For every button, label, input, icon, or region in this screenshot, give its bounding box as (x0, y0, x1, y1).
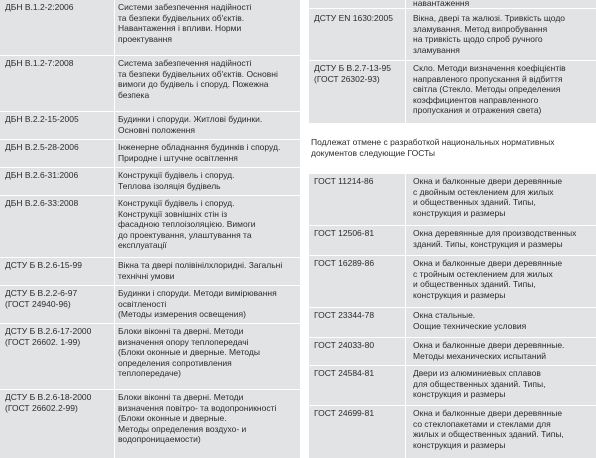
right-standards-table-top (309, 0, 596, 123)
standard-description: Будинки і споруди. Методи вимірювання освітленості (Методы измерения освещения) (118, 288, 277, 320)
table-row (0, 140, 300, 168)
standard-description: навантаження (413, 0, 470, 8)
table-row (0, 258, 300, 286)
table-row (309, 226, 596, 256)
table-row (0, 286, 300, 324)
table-row (0, 112, 300, 140)
standard-code: ДСТУ Б В.2.7-13-95 (ГОСТ 26302-93) (314, 63, 391, 84)
table-row (309, 406, 596, 458)
standard-code: ДБН В.1.2-2:2006 (5, 2, 74, 12)
standard-description: Окна стальные. Оощие технические условия (413, 310, 527, 331)
table-row (309, 308, 596, 338)
standard-code: ДБН В.2.6-31:2006 (5, 170, 79, 180)
standard-description: Окна и балконные двери деревянные с двойным остеклением для жилых и общественных зданий. Типы, конструкция и размеры (413, 176, 563, 218)
table-row (0, 0, 300, 56)
standard-description: Система забезпечення надійності та безпеки будівельних об'єктів. Основні вимоги до будівель і споруд. Пожежна безпека (118, 58, 278, 100)
table-row (0, 324, 300, 390)
table-row (309, 338, 596, 366)
standard-code: ДСТУ Б В.2.6-17-2000 (ГОСТ 26602. 1-99) (5, 326, 92, 347)
standard-description: Двери из алюминиевых сплавов для общественных зданий. Типы, конструкция и размеры (413, 368, 546, 400)
standard-code: ГОСТ 24584-81 (314, 368, 375, 378)
standard-code: ГОСТ 24033-80 (314, 340, 375, 350)
standard-code: ДБН В.2.5-28-2006 (5, 142, 79, 152)
table-row (309, 9, 596, 61)
table-row (309, 366, 596, 406)
standard-code: ДСТУ EN 1630:2005 (314, 13, 393, 23)
standard-description: Будинки і споруди. Житлові будинки. Основні положення (118, 114, 263, 135)
standard-description: Окна и балконные двери деревянные со стеклопакетами и стеклами для жилых и общественных зданий. Типы, конструкция и размеры (413, 408, 564, 450)
replacement-note: Подлежат отмене с разработкой национальных нормативных документов следующие ГОСТы (311, 137, 555, 158)
table-row (0, 168, 300, 196)
table-row (0, 390, 300, 458)
standard-description: Скло. Методи визначення коефіцієнтів направленого пропускання й відбиття світла (Стекло. Методы определения коэффициентов направленного пропускания и отражения света) (413, 63, 566, 116)
standard-description: Окна деревянные для производственных зданий. Типы, конструкция и размеры (413, 228, 577, 249)
standard-description: Блоки віконні та дверні. Методи визначення повітро- та водопроникності (Блоки оконные и дверные. Методы определения воздухо- и водопроницаемости) (118, 392, 277, 445)
standard-code: ГОСТ 12506-81 (314, 228, 375, 238)
standard-code: ДСТУ Б В.2.6-15-99 (5, 260, 82, 270)
standard-code: ДБН В.2.6-33:2008 (5, 198, 79, 208)
right-standards-table-bottom (309, 168, 596, 458)
standard-code: ГОСТ 16289-86 (314, 258, 375, 268)
standard-code: ДБН В.1.2-7:2008 (5, 58, 74, 68)
standard-description: Блоки віконні та дверні. Методи визначення опору теплопередачі (Блоки оконные и дверные. Методы определения сопротивления теплопередаче) (118, 326, 261, 379)
standard-code: ГОСТ 23344-78 (314, 310, 375, 320)
standard-description: Окна и балконные двери деревянные с тройным остеклением для жилых и общественных зданий. Типы, конструкция и размеры (413, 258, 563, 300)
standard-description: Системи забезпечення надійності та безпеки будівельних об'єктів. Навантаження і впливи. Норми проектування (118, 2, 252, 44)
standard-code: ДСТУ Б В.2.2-6-97 (ГОСТ 24940-96) (5, 288, 78, 309)
standard-description: Вікна та двері полівінілхлоридні. Загальні технічні умови (118, 260, 283, 281)
table-row (309, 0, 596, 9)
standard-code: ДСТУ Б В.2.6-18-2000 (ГОСТ 26602.2-99) (5, 392, 92, 413)
standard-description: Окна и балконные двери деревянные. Методы механических испытаний (413, 340, 565, 361)
standard-code: ГОСТ 11214-86 (314, 176, 374, 186)
table-row (309, 61, 596, 123)
table-row (0, 196, 300, 258)
standard-code: ГОСТ 24699-81 (314, 408, 375, 418)
standard-description: Інженерне обладнання будинків і споруд. Природне і штучне освітлення (118, 142, 281, 163)
table-row (309, 174, 596, 226)
standard-code: ДБН В.2.2-15-2005 (5, 114, 79, 124)
standard-description: Конструкції будівель і споруд. Теплова ізоляція будівель (118, 170, 235, 191)
standard-description: Конструкції будівель і споруд. Конструкції зовнішніх стін із фасадною теплоізоляцією. Вимоги до проектування, улаштування та експлуатації (118, 198, 256, 251)
table-row (309, 256, 596, 308)
standard-description: Вікна, двері та жалюзі. Тривкість щодо зламування. Метод випробування на тривкість щодо спроб ручного зламування (413, 13, 566, 55)
table-row (0, 56, 300, 112)
